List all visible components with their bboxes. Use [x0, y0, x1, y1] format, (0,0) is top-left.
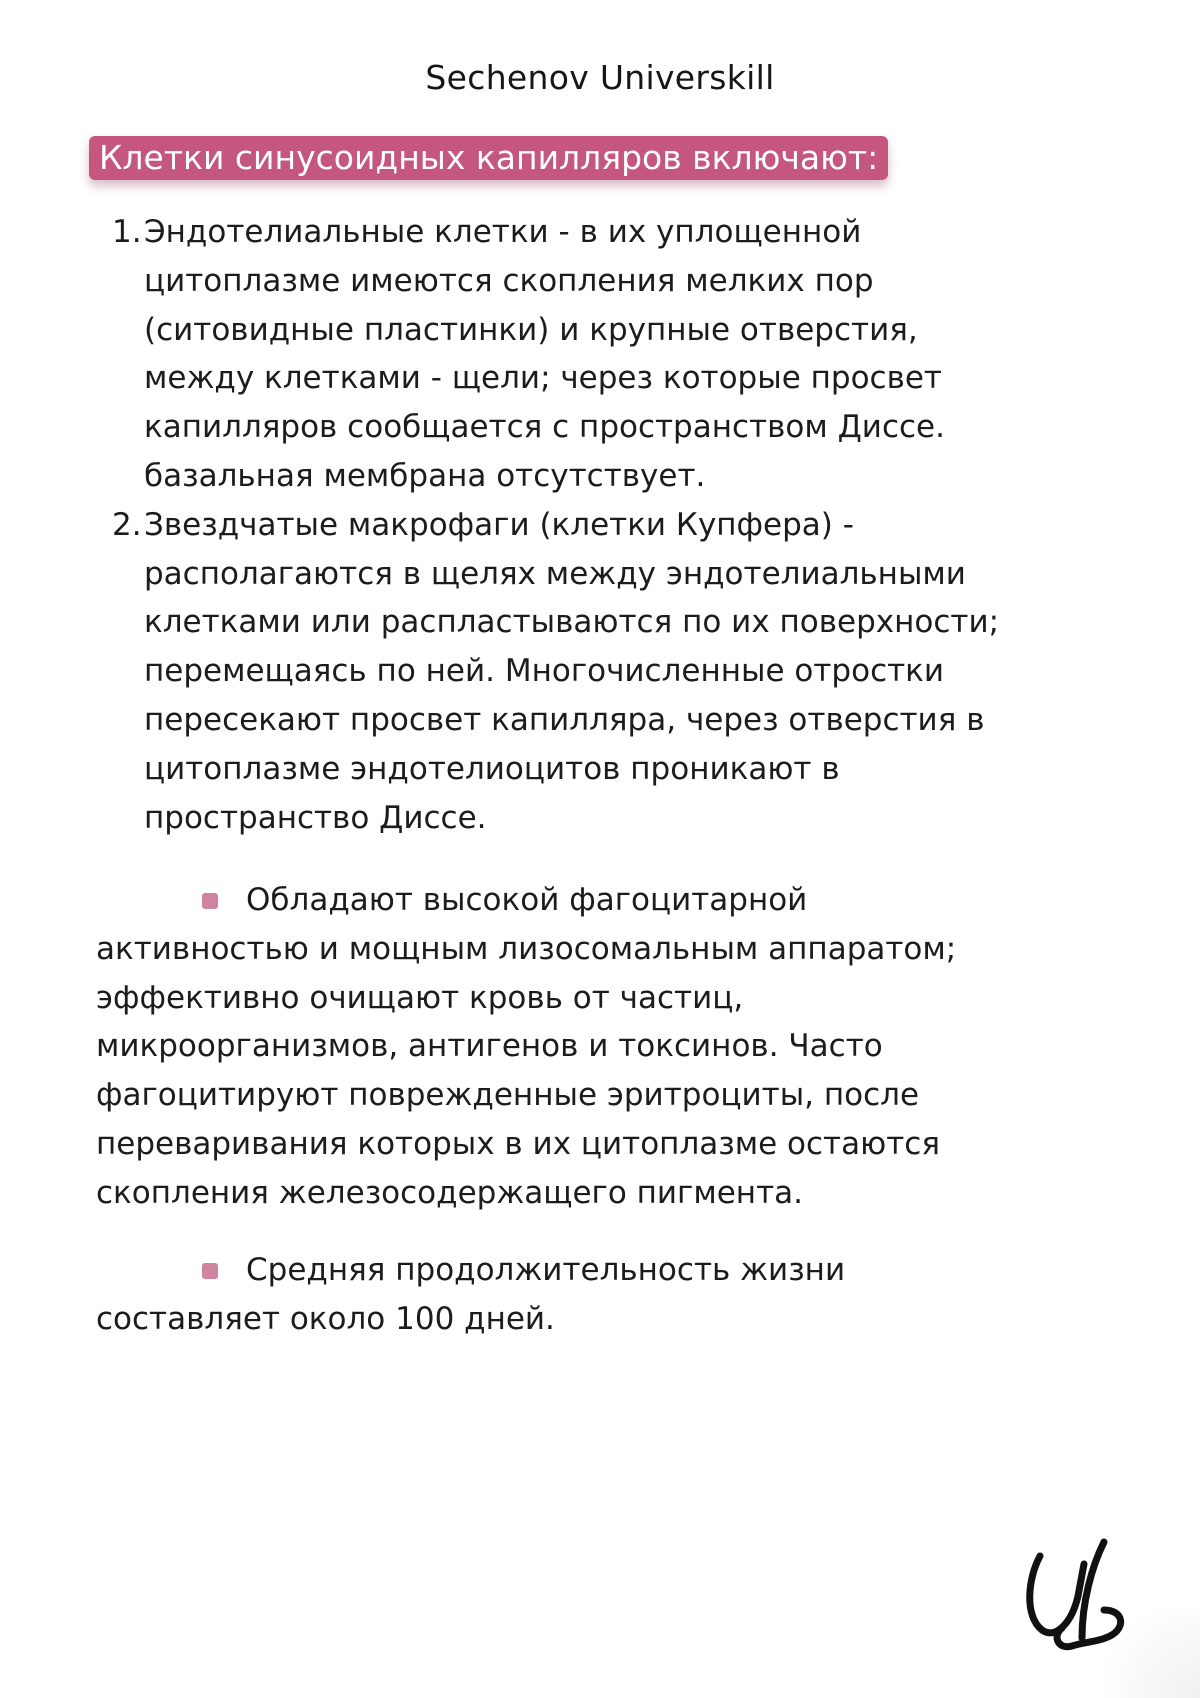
bullet-line: фагоцитируют поврежденные эритроциты, после	[96, 1077, 920, 1114]
bullet-paragraph-phagocytic	[96, 876, 1126, 1218]
bullet-line: активностью и мощным лизосомальным аппаратом;	[96, 930, 957, 967]
list-line: Звездчатые макрофаги (клетки Купфера) -	[144, 506, 854, 543]
page-header-title: Sechenov Universkill	[425, 58, 775, 97]
list-line: пересекают просвет капилляра, через отверстия в	[144, 701, 985, 738]
list-item-number: 1.	[112, 214, 142, 250]
bullet-line: составляет около 100 дней.	[96, 1300, 555, 1337]
section-heading: Клетки синусоидных капилляров включают:	[89, 136, 888, 180]
list-line: базальная мембрана отсутствует.	[144, 457, 706, 494]
numbered-list	[98, 208, 1128, 842]
page-corner-shadow	[1080, 1608, 1200, 1698]
list-line: капилляров сообщается с пространством Диссе.	[144, 409, 945, 446]
list-line: Эндотелиальные клетки - в их уплощенной	[144, 214, 862, 250]
bullet-paragraph-lifespan	[96, 1246, 1126, 1344]
list-item-kupffer	[98, 501, 1128, 843]
list-line: перемещаясь по ней. Многочисленные отростки	[144, 653, 945, 690]
list-line: располагаются в щелях между эндотелиальными	[144, 555, 966, 592]
list-line: цитоплазме имеются скопления мелких пор	[144, 262, 874, 299]
list-line: клетками или распластываются по их поверхности;	[144, 604, 1000, 641]
bullet-line: переваривания которых в их цитоплазме остаются	[96, 1125, 940, 1162]
list-line: между клетками - щели; через которые просвет	[144, 360, 942, 397]
list-item-endothelial	[98, 208, 1128, 501]
bullet-line: Обладают высокой фагоцитарной	[246, 882, 808, 918]
list-line: (ситовидные пластинки) и крупные отверстия,	[144, 311, 918, 348]
list-item-number: 2.	[112, 506, 142, 543]
list-line: пространство Диссе.	[144, 799, 487, 836]
bullet-line: микроорганизмов, антигенов и токсинов. Часто	[96, 1028, 883, 1065]
bullet-line: Средняя продолжительность жизни	[246, 1252, 846, 1288]
bullet-line: эффективно очищают кровь от частиц,	[96, 979, 744, 1016]
bullet-line: скопления железосодержащего пигмента.	[96, 1174, 803, 1211]
list-line: цитоплазме эндотелиоцитов проникают в	[144, 750, 840, 787]
